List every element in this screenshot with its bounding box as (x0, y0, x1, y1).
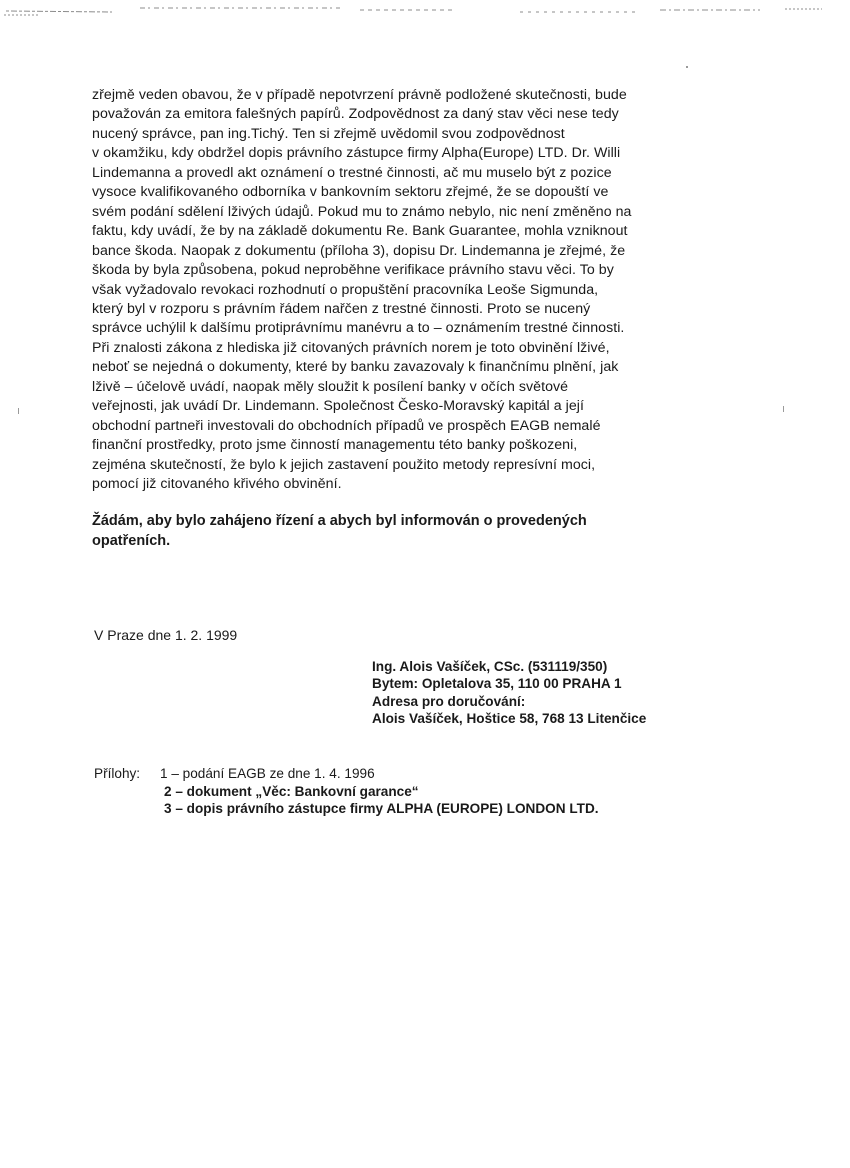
request-line: Žádám, aby bylo zahájeno řízení a abych byl informován o provedených (92, 513, 587, 529)
body-line: který byl v rozporu s právním řádem nařčen z trestné činnosti. Proto se nucený (92, 300, 591, 317)
body-line: pomocí již citovaného křivého obvinění. (92, 476, 342, 493)
body-line: zejména skutečností, že bylo k jejich zastavení použito metody represívní moci, (92, 456, 596, 473)
signature-block (372, 658, 646, 728)
body-line: nucený správce, pan ing.Tichý. Ten si zřejmě uvědomil svou zodpovědnost (92, 125, 565, 142)
body-line: Lindemanna a provedl akt oznámení o trestné činnosti, ač mu muselo být z pozice (92, 164, 612, 181)
body-line: vysoce kvalifikovaného odborníka v bankovním sektoru zřejmé, že se dopouští ve (92, 184, 609, 201)
body-line: zřejmě veden obavou, že v případě nepotvrzení právně podložené skutečnosti, bude (92, 87, 627, 103)
letter-body (92, 86, 732, 495)
body-line: neboť se nejedná o dokumenty, které by banku zavazovaly k finančnímu plnění, jak (92, 359, 619, 376)
signature-residence: Bytem: Opletalova 35, 110 00 PRAHA 1 (372, 676, 622, 692)
request-line: opatřeních. (92, 533, 171, 549)
signature-delivery-label: Adresa pro doručování: (372, 693, 526, 709)
attachment-item: 3 – dopis právního zástupce firmy ALPHA (EUROPE) LONDON LTD. (164, 801, 599, 816)
signature-name: Ing. Alois Vašíček, CSc. (531119/350) (372, 659, 608, 674)
body-line: považován za emitora falešných papírů. Zodpovědnost za daný stav věci nese tedy (92, 106, 619, 123)
date-line: V Praze dne 1. 2. 1999 (94, 627, 238, 643)
signature-delivery-address: Alois Vašíček, Hoštice 58, 768 13 Litenčice (372, 711, 647, 727)
attachment-item: 2 – dokument „Věc: Bankovní garance“ (164, 783, 419, 799)
body-line: svém podání sdělení lživých údajů. Pokud mu to známo nebylo, nic není změněno na (92, 203, 632, 220)
attachments-list (94, 765, 599, 818)
request-paragraph (92, 511, 587, 551)
body-line: faktu, kdy uvádí, že by na základě dokumentu Re. Bank Guarantee, mohla vzniknout (92, 223, 628, 240)
attachment-item: 1 – podání EAGB ze dne 1. 4. 1996 (160, 766, 375, 781)
scan-edge-noise (0, 0, 850, 22)
body-line: veřejnosti, jak uvádí Dr. Lindemann. Společnost Česko-Moravský kapitál a její (92, 398, 584, 415)
body-line: správce uchýlil k dalšímu protiprávnímu manévru a to – oznámením trestné činnosti. (92, 320, 625, 337)
scan-speck (783, 406, 784, 412)
body-line: finanční prostředky, proto jsme činností managementu této banky poškozeni, (92, 437, 578, 454)
body-line: Při znalosti zákona z hlediska již citovaných právních norem je toto obvinění lživé, (92, 339, 610, 356)
body-line: však vyžadovalo revokaci rozhodnutí o propuštění pracovníka Leoše Sigmunda, (92, 281, 599, 298)
body-line: v okamžiku, kdy obdržel dopis právního zástupce firmy Alpha(Europe) LTD. Dr. Willi (92, 145, 621, 162)
attachments-heading: Přílohy: (94, 766, 141, 781)
body-line: lživě – účelově uvádí, naopak měly sloužit k posílení banky v očích světové (92, 378, 569, 395)
body-line: bance škoda. Naopak z dokumentu (příloha 3), dopisu Dr. Lindemanna je zřejmé, že (92, 242, 626, 259)
attachment-row (94, 800, 599, 818)
body-line: obchodní partneři investovali do obchodních případů ve prospěch EAGB nemalé (92, 417, 601, 434)
scan-speck (18, 408, 19, 414)
scan-speck (686, 66, 688, 68)
body-line: škoda by byla způsobena, pokud neproběhne verifikace právního stavu věci. To by (92, 262, 614, 279)
attachment-row (94, 783, 599, 801)
attachment-row (94, 765, 599, 783)
